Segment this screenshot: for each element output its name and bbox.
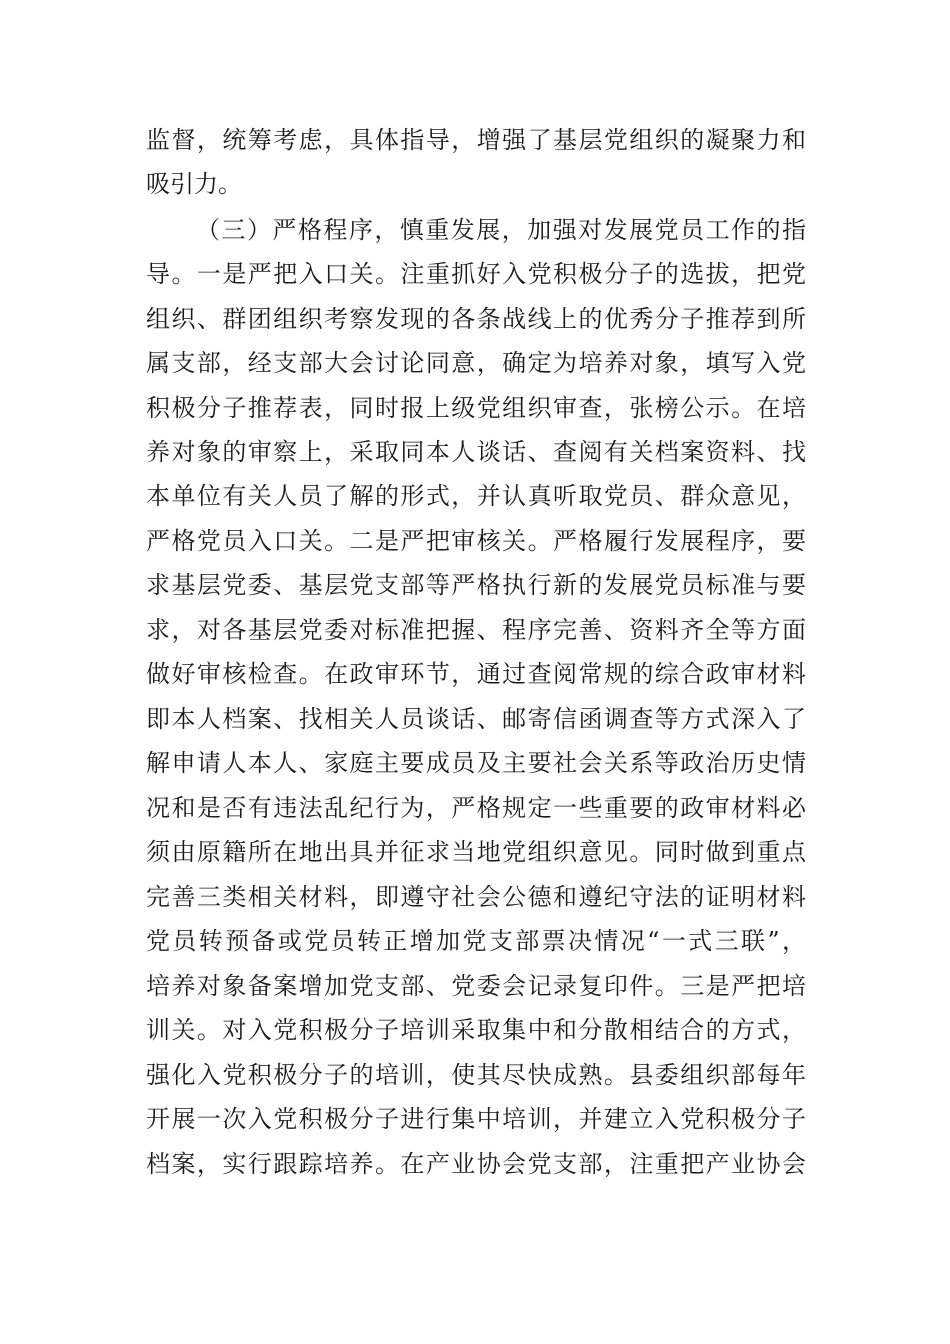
text-line: 属支部，经支部大会讨论同意，确定为培养对象，填写入党 (146, 349, 806, 377)
text-line: 导。一是严把入口关。注重抓好入党积极分子的选拔，把党 (146, 260, 806, 288)
text-line: 积极分子推荐表，同时报上级党组织审查，张榜公示。在培 (146, 394, 806, 422)
text-line: 开展一次入党积极分子进行集中培训，并建立入党积极分子 (146, 1105, 806, 1133)
section-heading-line: （三）严格程序，慎重发展，加强对发展党员工作的指 (196, 216, 806, 244)
text-line: 况和是否有违法乱纪行为，严格规定一些重要的政审材料必 (146, 794, 806, 822)
text-line: 本单位有关人员了解的形式，并认真听取党员、群众意见， (146, 482, 806, 510)
text-line: 培养对象备案增加党支部、党委会记录复印件。三是严把培 (146, 972, 806, 1000)
text-line: 养对象的审察上，采取同本人谈话、查阅有关档案资料、找 (146, 438, 806, 466)
text-line: 训关。对入党积极分子培训采取集中和分散相结合的方式， (146, 1016, 806, 1044)
text-line: 强化入党积极分子的培训，使其尽快成熟。县委组织部每年 (146, 1061, 806, 1089)
text-line: 档案，实行跟踪培养。在产业协会党支部，注重把产业协会 (146, 1150, 806, 1178)
text-line: 吸引力。 (146, 170, 242, 198)
text-line: 组织、群团组织考察发现的各条战线上的优秀分子推荐到所 (146, 305, 806, 333)
text-line: 监督，统筹考虑，具体指导，增强了基层党组织的凝聚力和 (146, 126, 806, 154)
text-line: 求，对各基层党委对标准把握、程序完善、资料齐全等方面 (146, 616, 806, 644)
text-line: 须由原籍所在地出具并征求当地党组织意见。同时做到重点 (146, 838, 806, 866)
text-line: 党员转预备或党员转正增加党支部票决情况“一式三联”， (146, 927, 806, 955)
text-line: 做好审核检查。在政审环节，通过查阅常规的综合政审材料 (146, 660, 806, 688)
text-line: 完善三类相关材料，即遵守社会公德和遵纪守法的证明材料 (146, 883, 806, 911)
text-line: 求基层党委、基层党支部等严格执行新的发展党员标准与要 (146, 571, 806, 599)
text-line: 严格党员入口关。二是严把审核关。严格履行发展程序，要 (146, 527, 806, 555)
text-line: 解申请人本人、家庭主要成员及主要社会关系等政治历史情 (146, 749, 806, 777)
text-line: 即本人档案、找相关人员谈话、邮寄信函调查等方式深入了 (146, 705, 806, 733)
